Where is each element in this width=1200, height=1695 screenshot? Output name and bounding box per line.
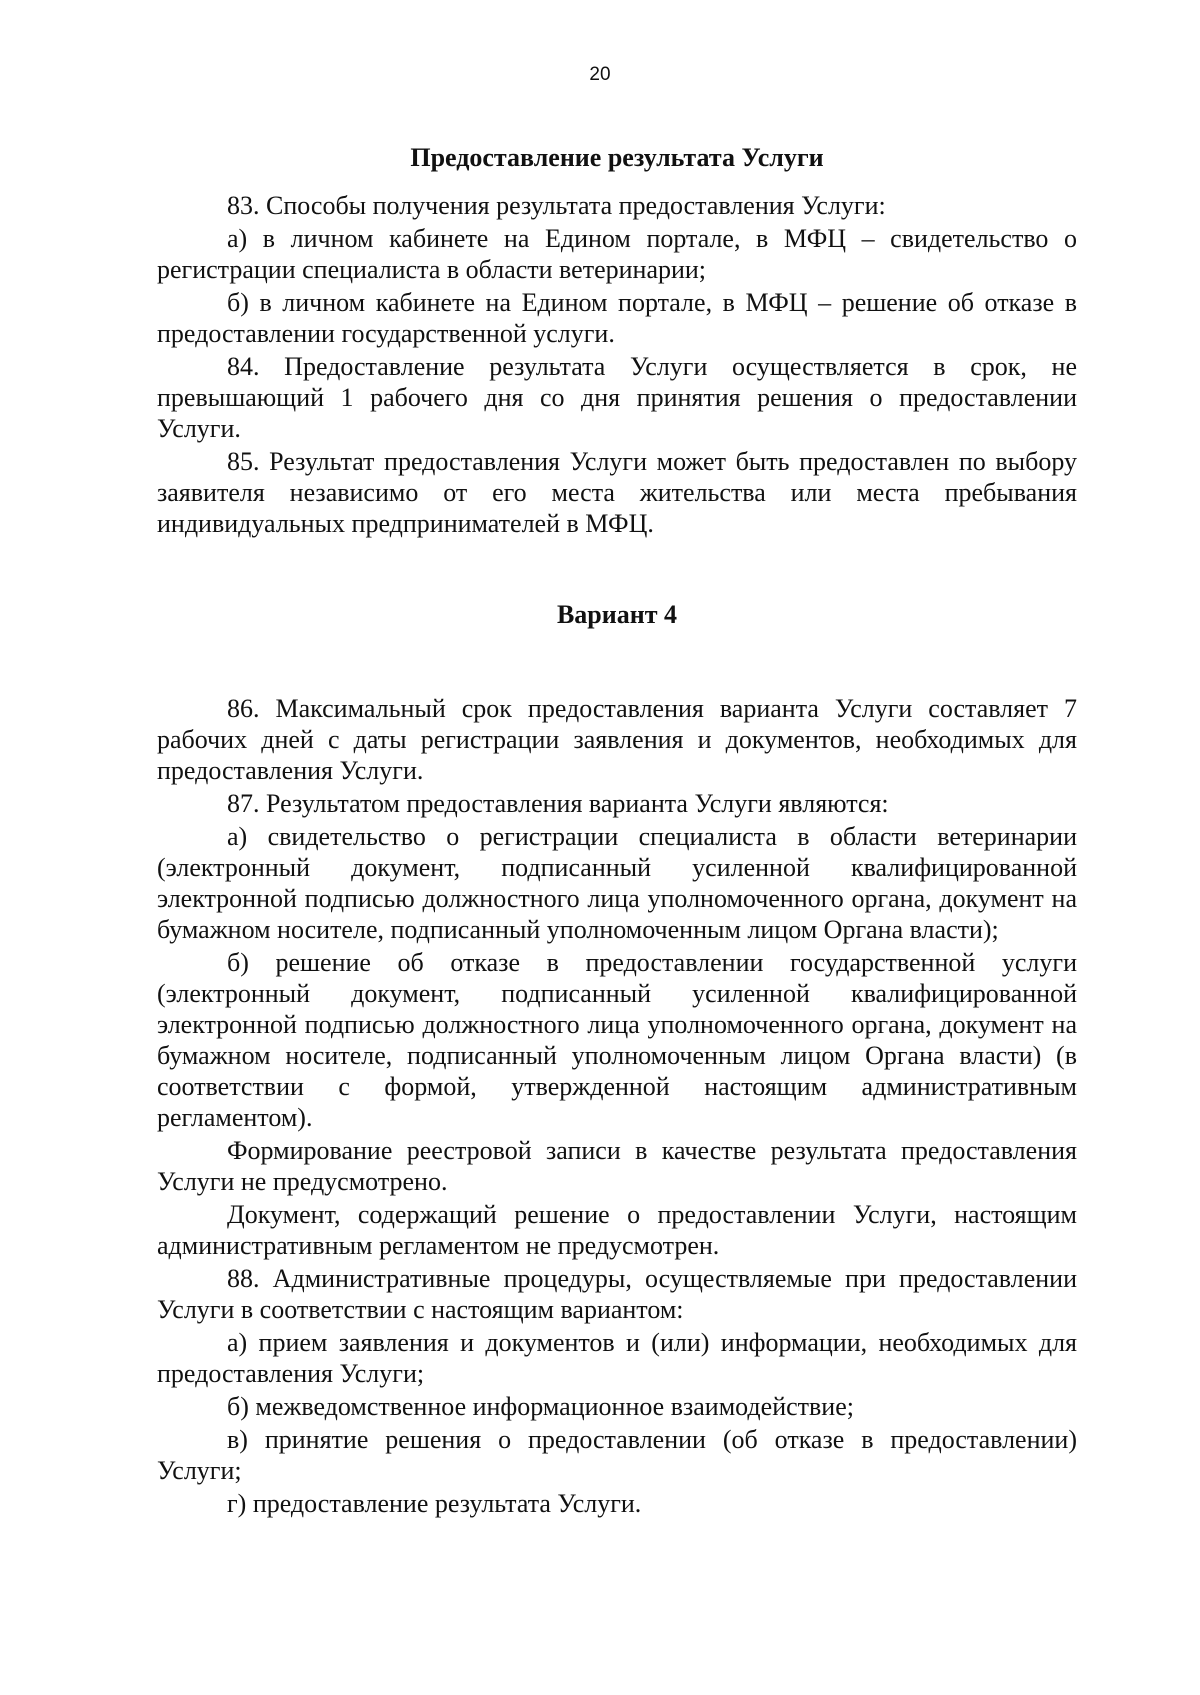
paragraph-85: 85. Результат предоставления Услуги может быть предоставлен по выбору заявителя независимо от его места жительства или места пребывания индивидуальных предпринимателей в МФЦ. (157, 447, 1077, 538)
page-number: 20 (589, 64, 611, 85)
paragraph-88-v: в) принятие решения о предоставлении (об отказе в предоставлении) Услуги; (157, 1425, 1077, 1485)
paragraph-88-a: а) прием заявления и документов и (или) информации, необходимых для предоставления Услуги; (157, 1328, 1077, 1388)
paragraph-registry-record: Формирование реестровой записи в качестве результата предоставления Услуги не предусмотрено. (157, 1136, 1077, 1196)
paragraph-83-a: а) в личном кабинете на Едином портале, в МФЦ – свидетельство о регистрации специалиста в области ветеринарии; (157, 224, 1077, 284)
document-body (157, 142, 1077, 1521)
section-variant-4-text (157, 693, 1077, 1521)
paragraph-86: 86. Максимальный срок предоставления варианта Услуги составляет 7 рабочих дней с даты регистрации заявления и документов, необходимых для предоставления Услуги. (157, 694, 1077, 785)
paragraph-84: 84. Предоставление результата Услуги осуществляется в срок, не превышающий 1 рабочего дня со дня принятия решения о предоставлении Услуги. (157, 352, 1077, 443)
paragraph-decision-document: Документ, содержащий решение о предоставлении Услуги, настоящим административным регламентом не предусмотрен. (157, 1200, 1077, 1260)
paragraph-88: 88. Административные процедуры, осуществляемые при предоставлении Услуги в соответствии с настоящим вариантом: (157, 1264, 1077, 1324)
section-heading-variant-4: Вариант 4 (556, 600, 678, 629)
paragraph-87-b: б) решение об отказе в предоставлении государственной услуги (электронный документ, подписанный усиленной квалифицированной электронной подписью должностного лица уполномоченного органа, документ на бумажном носителе, подписанный уполномоченным лицом Органа власти) (в соответствии с формой, утвержденной настоящим административным регламентом). (157, 948, 1077, 1132)
section-result-text (157, 190, 1077, 541)
paragraph-88-g: г) предоставление результата Услуги. (227, 1489, 642, 1518)
paragraph-87-a: а) свидетельство о регистрации специалиста в области ветеринарии (электронный документ, подписанный усиленной квалифицированной электронной подписью должностного лица уполномоченного органа, документ на бумажном носителе, подписанный уполномоченным лицом Органа власти); (157, 822, 1077, 944)
paragraph-83-b: б) в личном кабинете на Едином портале, в МФЦ – решение об отказе в предоставлении государственной услуги. (157, 288, 1077, 348)
paragraph-88-b: б) межведомственное информационное взаимодействие; (227, 1392, 854, 1421)
section-heading-result: Предоставление результата Услуги (410, 143, 824, 172)
paragraph-83: 83. Способы получения результата предоставления Услуги: (227, 191, 886, 220)
paragraph-87: 87. Результатом предоставления варианта Услуги являются: (227, 789, 889, 818)
